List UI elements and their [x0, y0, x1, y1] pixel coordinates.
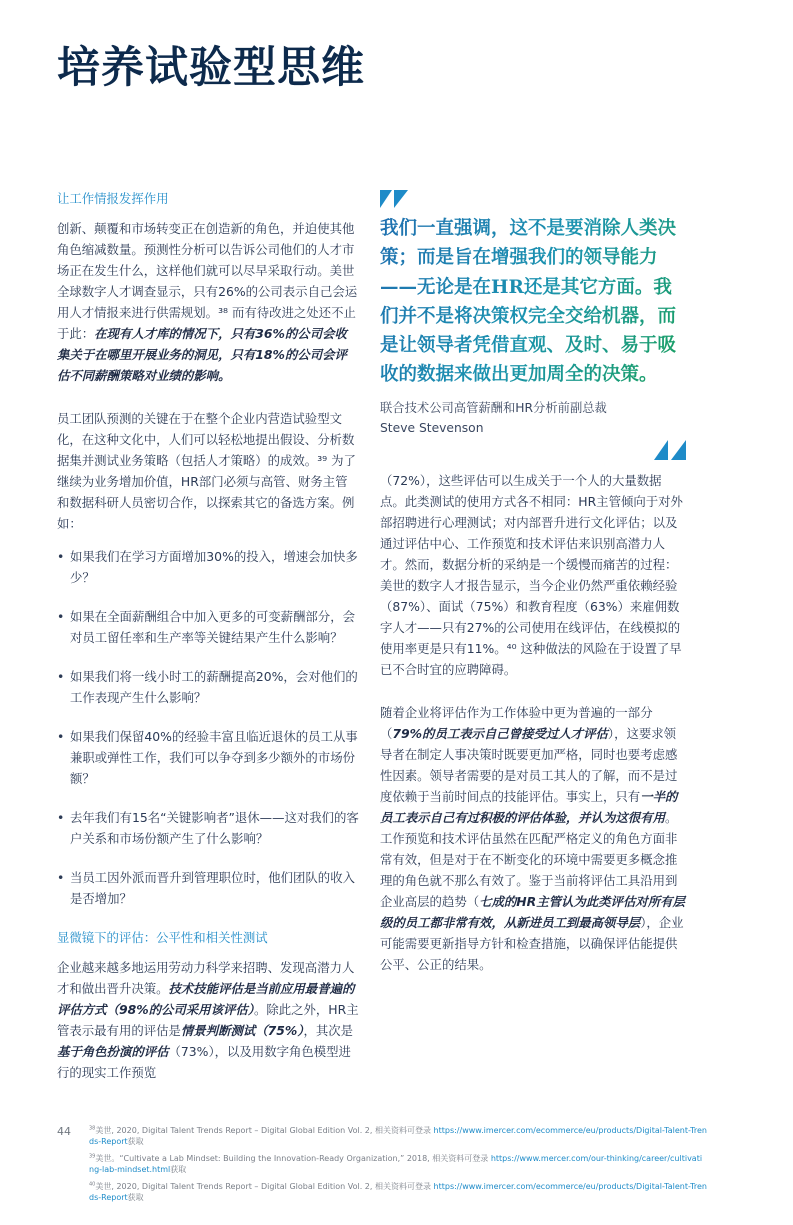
list-item: • 如果我们在学习方面增加30%的投入，增速会加快多少？ — [57, 546, 359, 588]
page-number: 44 — [57, 1125, 71, 1138]
footnote-suffix: 获取 — [170, 1165, 187, 1174]
footnote-text: 美世。“Cultivate a Lab Mindset: Building the Innovation-Ready Organization,” 2018, 相关资料可登录 — [95, 1154, 491, 1163]
body-text: ，其次是 — [303, 1023, 354, 1038]
list-item: • 如果我们将一线小时工的薪酬提高20%，会对他们的工作表现产生什么影响？ — [57, 666, 359, 708]
footnote-list — [89, 1125, 707, 1209]
content-columns — [57, 188, 793, 1105]
paragraph — [57, 408, 359, 534]
body-text: 员工团队预测的关键在于在整个企业内营造试验型文化，在这种文化中，人们可以轻松地提出假设、分析数据集并测试业务策略（包括人才策略）的成效。³⁹ 为了继续为业务增加价值，HR部门必须与高管、财务主管和数据科研人员密切合作，以探索其它的备选方案。例如： — [57, 411, 356, 531]
section-heading: 让工作情报发挥作用 — [57, 191, 169, 206]
footnote-suffix: 获取 — [127, 1193, 144, 1202]
emphasis-text: 技术技能评估是当前应用最普遍的评估方式（98%的公司采用该评估） — [57, 981, 355, 1017]
quote-open-icon — [380, 190, 408, 210]
footnote-number: 38 — [89, 1125, 96, 1132]
footnote-suffix: 获取 — [127, 1137, 144, 1146]
emphasis-text: 基于角色扮演的评估 — [57, 1044, 169, 1059]
emphasis-text: 在现有人才库的情况下，只有36%的公司会收集关于在哪里开展业务的洞见，只有18%的公司会评估不同薪酬策略对业绩的影响。 — [57, 326, 347, 383]
footnote-link[interactable]: https://www.imercer.com/ecommerce/eu/products/Digital-Talent-Trends-Report — [89, 1126, 707, 1146]
body-text: 企业越来越多地运用劳动力科学来招聘、发现高潜力人才和做出晋升决策。 — [57, 960, 355, 996]
pull-quote: 我们一直强调，这不是要消除人类决策；而是旨在增强我们的领导能力——无论是在HR还是其它方面。我们并不是将决策权完全交给机器，而是让领导者凭借直观、及时、易于吸收的数据来做出更加周全的决策。 — [380, 214, 686, 390]
page-title: 培养试验型思维 — [57, 43, 365, 93]
body-text: 。工作预览和技术评估虽然在匹配严格定义的角色方面非常有效，但是对于在不断变化的环境中需要更多概念推理的角色就不那么有效了。鉴于当前将评估工具沿用到企业高层的趋势（ — [380, 809, 678, 909]
footnote-link[interactable]: https://www.mercer.com/our-thinking/career/cultivating-lab-mindset.html — [89, 1154, 703, 1174]
quote-close-icon — [654, 440, 686, 460]
section-heading: 显微镜下的评估：公平性和相关性测试 — [57, 930, 268, 945]
body-text: （72%），这些评估可以生成关于一个人的大量数据点。此类测试的使用方式各不相同：HR主管倾向于对外部招聘进行心理测试；对内部晋升进行文化评估；以及通过评估中心、工作预览和技术评估来识别高潜力人才。然而，数据分析的采纳是一个缓慢而痛苦的过程：美世的数字人才报告显示，当今企业仍然严重依赖经验（87%）、面试（75%）和教育程度（63%）来雇佣数字人才——只有27%的公司使用在线评估，在线模拟的使用率更是只有11%。⁴⁰ 这种做法的风险在于设置了早已不合时宜的应聘障碍。 — [380, 472, 683, 677]
footnote-number: 40 — [89, 1181, 96, 1188]
emphasis-text: 情景判断测试（75%） — [180, 1023, 304, 1038]
list-item: • 如果在全面薪酬组合中加入更多的可变薪酬部分，会对员工留任率和生产率等关键结果产生什么影响？ — [57, 606, 359, 648]
question-list — [57, 546, 359, 909]
list-item: • 如果我们保留40%的经验丰富且临近退休的员工从事兼职或弹性工作，我们可以争夺到多少额外的市场份额？ — [57, 726, 359, 789]
footnote-number: 39 — [89, 1153, 96, 1160]
attribution-title: 联合技术公司高管薪酬和HR分析前副总裁 — [380, 400, 607, 415]
paragraph — [380, 702, 686, 975]
list-item: • 当员工因外派而晋升到管理职位时，他们团队的收入是否增加？ — [57, 867, 359, 909]
body-text: ），企业可能需要更新指导方针和检查措施，以确保评估能提供公平、公正的结果。 — [380, 914, 684, 972]
footnotes — [57, 1105, 707, 1209]
list-item: • 去年我们有15名“关键影响者”退休——这对我们的客户关系和市场份额产生了什么影响？ — [57, 807, 359, 849]
body-text: 创新、颠覆和市场转变正在创造新的角色，并迫使其他角色缩减数量。预测性分析可以告诉公司他们的人才市场正在发生什么，这样他们就可以尽早采取行动。美世全球数字人才调查显示，只有26%的公司表示自己会运用人才情报来进行供需规划。³⁸ 而有待改进之处还不止于此： — [57, 221, 358, 341]
body-text: 随着企业将评估作为工作体验中更为普遍的一部分（ — [380, 704, 653, 741]
paragraph — [380, 470, 686, 680]
footnote-text: 美世, 2020, Digital Talent Trends Report – Digital Global Edition Vol. 2, 相关资料可登录 — [95, 1182, 434, 1191]
footnote — [89, 1181, 707, 1203]
left-column — [57, 188, 359, 1105]
quote-attribution — [380, 398, 686, 438]
body-text: 。除此之外，HR主管表示最有用的评估是 — [57, 1002, 359, 1038]
attribution-name: Steve Stevenson — [380, 420, 484, 435]
footnote — [89, 1153, 707, 1175]
body-text: ），这要求领导者在制定人事决策时既要更加严格，同时也要考虑感性因素。领导者需要的是对员工其人的了解，而不是过度依赖于当前时间点的技能评估。事实上，只有 — [380, 725, 678, 804]
emphasis-text: 七成的HR主管认为此类评估对所有层级的员工都非常有效，从新进员工到最高领导层 — [380, 893, 685, 930]
footnote-link[interactable]: https://www.imercer.com/ecommerce/eu/products/Digital-Talent-Trends-Report — [89, 1182, 707, 1202]
paragraph — [57, 957, 359, 1083]
footnote — [89, 1125, 707, 1147]
footnote-text: 美世, 2020, Digital Talent Trends Report – Digital Global Edition Vol. 2, 相关资料可登录 — [95, 1126, 434, 1135]
paragraph — [57, 218, 359, 386]
right-column — [380, 190, 686, 997]
emphasis-text: 一半的员工表示自己有过积极的评估体验，并认为这很有用 — [380, 788, 678, 825]
body-text: （73%），以及用数字角色模型进行的现实工作预览 — [57, 1044, 351, 1080]
emphasis-text: 79%的员工表示自己曾接受过人才评估 — [392, 725, 608, 741]
